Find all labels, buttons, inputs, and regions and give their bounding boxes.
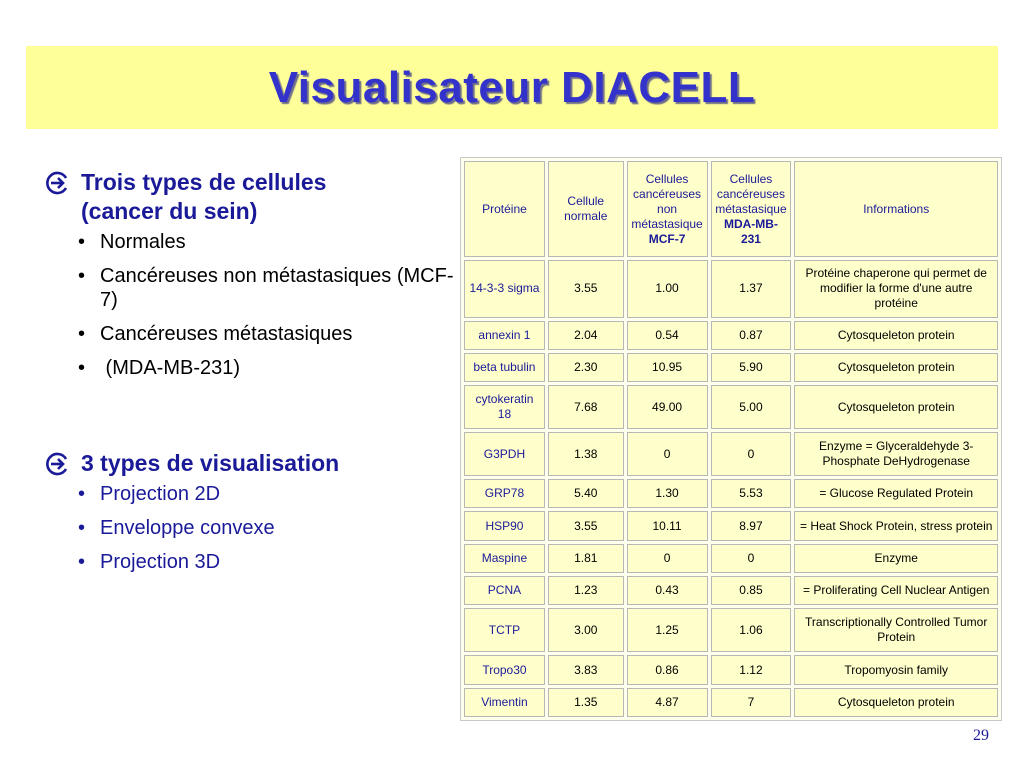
cell-protein: G3PDH [464,432,545,476]
circled-arrow-right-icon [44,451,70,477]
header-metastatic [711,161,792,257]
list-item [78,550,454,574]
cell-mdamb231: 0.87 [711,321,792,350]
list-item-text: Enveloppe convexe [100,517,275,539]
heading-line-1: Trois types de cellules [81,169,327,195]
title-band [26,46,998,129]
table-row [464,544,998,573]
cell-mcf7: 0.86 [627,655,708,684]
list-item [78,516,454,540]
table-header-row [464,161,998,257]
cell-normal: 1.35 [548,688,624,717]
list-item [78,322,454,346]
cell-information: Cytosqueleton protein [794,688,998,717]
table-body [464,260,998,717]
header-non-metastatic-text: Cellules cancéreuses non métastasique [631,171,703,231]
cell-normal: 2.04 [548,321,624,350]
section-heading-text [81,168,326,226]
bullet-dot: • [78,357,86,379]
cell-mdamb231: 1.37 [711,260,792,318]
protein-table [461,158,1001,720]
header-informations: Informations [794,161,998,257]
cell-mcf7: 1.25 [627,608,708,652]
section-visualisation-types [44,449,454,574]
visualisation-list [44,482,454,574]
cell-information: Cytosqueleton protein [794,321,998,350]
cell-mcf7: 0 [627,432,708,476]
circled-arrow-right-icon [44,170,70,196]
protein-table-container [460,157,1002,721]
section-heading [44,168,454,226]
list-item [78,482,454,506]
cell-mdamb231: 1.12 [711,655,792,684]
cell-protein: GRP78 [464,479,545,508]
table-row [464,321,998,350]
cell-information: = Glucose Regulated Protein [794,479,998,508]
table-row [464,479,998,508]
header-metastatic-line: MDA-MB-231 [723,216,778,246]
cell-information: Transcriptionally Controlled Tumor Protein [794,608,998,652]
cell-normal: 3.83 [548,655,624,684]
slide-title: Visualisateur DIACELL [268,62,756,112]
list-item-text: Projection 3D [100,551,221,573]
cell-mcf7: 10.95 [627,353,708,382]
header-normal: Cellule normale [548,161,624,257]
cell-mcf7: 49.00 [627,385,708,429]
cell-normal: 3.00 [548,608,624,652]
heading-line-1: 3 types de visualisation [81,450,340,476]
cell-mdamb231: 5.00 [711,385,792,429]
cell-normal: 1.38 [548,432,624,476]
table-row [464,688,998,717]
list-item [78,356,454,380]
section-heading [44,449,454,478]
cell-mcf7: 1.00 [627,260,708,318]
table-row [464,655,998,684]
section-cell-types [44,168,454,380]
cell-mdamb231: 5.53 [711,479,792,508]
cell-mdamb231: 1.06 [711,608,792,652]
cell-information: Protéine chaperone qui permet de modifier la forme d'une autre protéine [794,260,998,318]
list-item-text: Cancéreuses non métastasiques (MCF-7) [100,265,454,311]
cell-mdamb231: 0 [711,544,792,573]
bullet-dot: • [78,517,86,539]
bullet-panel [44,168,454,584]
bullet-dot: • [78,551,86,573]
cell-type-list [44,230,454,380]
table-row [464,260,998,318]
cell-protein: TCTP [464,608,545,652]
cell-protein: HSP90 [464,511,545,540]
list-item-text: (MDA-MB-231) [100,357,241,379]
bullet-dot: • [78,265,86,287]
cell-normal: 7.68 [548,385,624,429]
cell-normal: 5.40 [548,479,624,508]
cell-normal: 1.23 [548,576,624,605]
cell-protein: cytokeratin 18 [464,385,545,429]
table-row [464,608,998,652]
page-number: 29 [973,727,989,744]
cell-information: = Proliferating Cell Nuclear Antigen [794,576,998,605]
cell-protein: Maspine [464,544,545,573]
table-row [464,385,998,429]
cell-mdamb231: 0.85 [711,576,792,605]
cell-normal: 3.55 [548,511,624,540]
bullet-dot: • [78,483,86,505]
cell-protein: PCNA [464,576,545,605]
list-item-text: Cancéreuses métastasiques [100,323,353,345]
cell-information: Enzyme = Glyceraldehyde 3-Phosphate DeHydrogenase [794,432,998,476]
cell-mcf7: 4.87 [627,688,708,717]
heading-line-2: (cancer du sein) [81,198,258,224]
cell-protein: 14-3-3 sigma [464,260,545,318]
cell-information: = Heat Shock Protein, stress protein [794,511,998,540]
list-item [78,230,454,254]
cell-mdamb231: 7 [711,688,792,717]
cell-mdamb231: 8.97 [711,511,792,540]
cell-protein: beta tubulin [464,353,545,382]
table-row [464,353,998,382]
bullet-dot: • [78,231,86,253]
cell-protein: Vimentin [464,688,545,717]
cell-information: Cytosqueleton protein [794,353,998,382]
list-item-text: Normales [100,231,186,253]
cell-information: Cytosqueleton protein [794,385,998,429]
cell-mcf7: 0.54 [627,321,708,350]
bullet-dot: • [78,323,86,345]
cell-information: Enzyme [794,544,998,573]
header-non-metastatic-line: MCF-7 [648,231,686,246]
cell-information: Tropomyosin family [794,655,998,684]
cell-protein: annexin 1 [464,321,545,350]
cell-normal: 3.55 [548,260,624,318]
cell-normal: 1.81 [548,544,624,573]
cell-mcf7: 0 [627,544,708,573]
cell-mcf7: 1.30 [627,479,708,508]
header-metastatic-text: Cellules cancéreuses métastasique [715,171,787,216]
table-row [464,432,998,476]
cell-protein: Tropo30 [464,655,545,684]
list-item [78,264,454,312]
header-non-metastatic [627,161,708,257]
cell-mcf7: 0.43 [627,576,708,605]
list-item-text: Projection 2D [100,483,221,505]
cell-mdamb231: 0 [711,432,792,476]
header-protein: Protéine [464,161,545,257]
table-row [464,576,998,605]
cell-mdamb231: 5.90 [711,353,792,382]
table-row [464,511,998,540]
cell-normal: 2.30 [548,353,624,382]
cell-mcf7: 10.11 [627,511,708,540]
